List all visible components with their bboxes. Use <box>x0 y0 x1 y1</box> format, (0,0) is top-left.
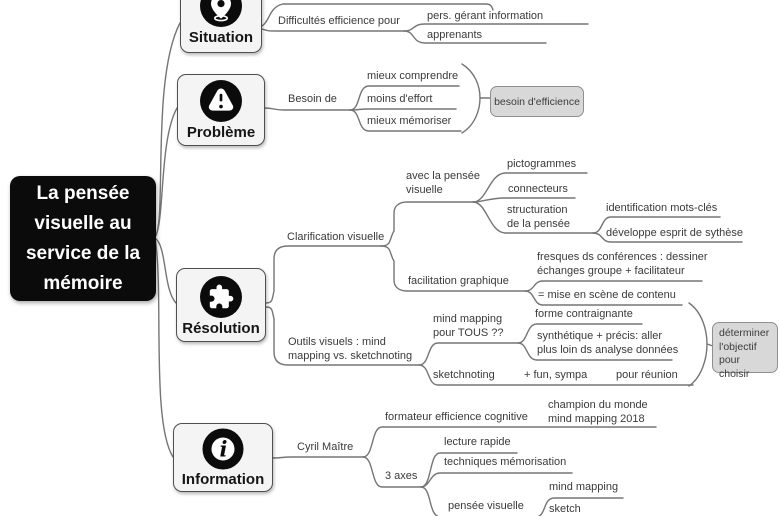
callout-besoin-efficience[interactable]: besoin d'efficience <box>490 86 584 117</box>
root-node-line: visuelle au <box>34 212 132 234</box>
node-apprenants[interactable]: apprenants <box>427 29 483 41</box>
connector <box>262 29 404 31</box>
info-glyph: i <box>219 436 228 462</box>
branch-title: Résolution <box>182 320 260 337</box>
node-developpe-esprit[interactable]: développe esprit de sythèse <box>606 227 743 239</box>
node-fun-sympa[interactable]: + fun, sympa <box>524 369 588 381</box>
node-clarification-visuelle[interactable]: Clarification visuelle <box>287 231 385 243</box>
node-synthetique-precis[interactable] <box>537 329 678 357</box>
node-sketch[interactable]: sketch <box>549 503 581 515</box>
branch-situation[interactable] <box>180 0 262 53</box>
callout-line: pour choisir <box>719 354 750 380</box>
node-line: mind mapping <box>433 313 503 325</box>
callout-line: l'objectif <box>719 340 757 353</box>
node-besoin-de[interactable]: Besoin de <box>288 93 337 105</box>
branch-information[interactable] <box>173 423 273 492</box>
callout-line: déterminer <box>719 327 770 339</box>
node-cyril-maitre[interactable]: Cyril Maître <box>297 441 354 453</box>
node-3-axes[interactable]: 3 axes <box>385 470 418 482</box>
node-mieux-memoriser[interactable]: mieux mémoriser <box>367 115 452 127</box>
node-line: pour TOUS ?? <box>433 327 504 339</box>
node-structuration-pensee[interactable] <box>507 203 570 231</box>
node-pers-gerant-information[interactable]: pers. gérant information <box>427 10 544 22</box>
warning-icon <box>199 79 243 123</box>
node-mind-mapping[interactable]: mind mapping <box>549 481 619 493</box>
root-node-line: mémoire <box>43 272 123 294</box>
node-mise-en-scene[interactable]: = mise en scène de contenu <box>538 289 676 301</box>
connector <box>155 238 173 457</box>
connector <box>155 108 177 237</box>
location-pin-icon <box>199 0 243 28</box>
root-node-line: service de la <box>25 242 141 264</box>
node-pictogrammes[interactable]: pictogrammes <box>507 158 577 170</box>
branch-title: Problème <box>186 124 256 141</box>
node-line: mind mapping 2018 <box>548 413 645 425</box>
node-line: avec la pensée <box>406 170 480 182</box>
node-line: échanges groupe + facilitateur <box>537 265 685 277</box>
node-identification-mots-cles[interactable]: identification mots-clés <box>606 202 718 214</box>
connector <box>273 457 363 458</box>
callout-determiner-objectif[interactable] <box>712 322 778 380</box>
node-mind-mapping-pour-tous[interactable] <box>433 312 504 340</box>
connector <box>350 109 456 110</box>
connector <box>462 64 480 133</box>
node-line: de la pensée <box>507 218 570 230</box>
node-lecture-rapide[interactable]: lecture rapide <box>444 436 511 448</box>
branch-resolution[interactable] <box>176 268 266 342</box>
node-line: visuelle <box>406 184 443 196</box>
node-fresques-conferences[interactable] <box>537 250 708 278</box>
node-line: fresques ds conférences : dessiner <box>537 251 708 263</box>
node-champion-du-monde[interactable] <box>548 398 648 426</box>
node-line: synthétique + précis: aller <box>537 330 663 342</box>
node-pensee-visuelle[interactable]: pensée visuelle <box>448 500 524 512</box>
node-line: champion du monde <box>548 399 648 411</box>
node-pour-reunion[interactable]: pour réunion <box>616 369 678 381</box>
connector <box>419 343 518 365</box>
connector <box>473 198 575 202</box>
info-icon <box>202 428 244 470</box>
puzzle-icon <box>199 275 243 319</box>
branch-probleme[interactable] <box>177 74 265 146</box>
node-formateur-efficience[interactable]: formateur efficience cognitive <box>385 411 528 423</box>
node-moins-effort[interactable]: moins d'effort <box>367 93 433 105</box>
node-line: mapping vs. sketchnoting <box>288 350 413 362</box>
connector <box>689 303 707 386</box>
node-avec-pensee-visuelle[interactable] <box>406 169 480 197</box>
node-outils-visuels[interactable] <box>288 335 412 363</box>
node-line: structuration <box>507 204 568 216</box>
connector <box>155 238 176 303</box>
node-facilitation-graphique[interactable]: facilitation graphique <box>408 275 509 287</box>
node-mieux-comprendre[interactable]: mieux comprendre <box>367 70 459 82</box>
branch-title: Situation <box>188 29 254 46</box>
root-node-line: La pensée <box>36 182 130 204</box>
node-techniques-memorisation[interactable]: techniques mémorisation <box>444 456 567 468</box>
node-line: plus loin ds analyse données <box>537 344 679 356</box>
root-node[interactable] <box>10 176 156 301</box>
node-connecteurs[interactable]: connecteurs <box>508 183 568 195</box>
node-forme-contraignante[interactable]: forme contraignante <box>535 308 633 320</box>
branch-title: Information <box>181 471 265 488</box>
connector <box>264 108 350 110</box>
connector <box>381 202 473 246</box>
node-sketchnoting[interactable]: sketchnoting <box>433 369 495 381</box>
node-difficultes-efficience[interactable]: Difficultés efficience pour <box>278 15 400 27</box>
connector <box>266 246 381 303</box>
node-line: Outils visuels : mind <box>288 336 386 348</box>
